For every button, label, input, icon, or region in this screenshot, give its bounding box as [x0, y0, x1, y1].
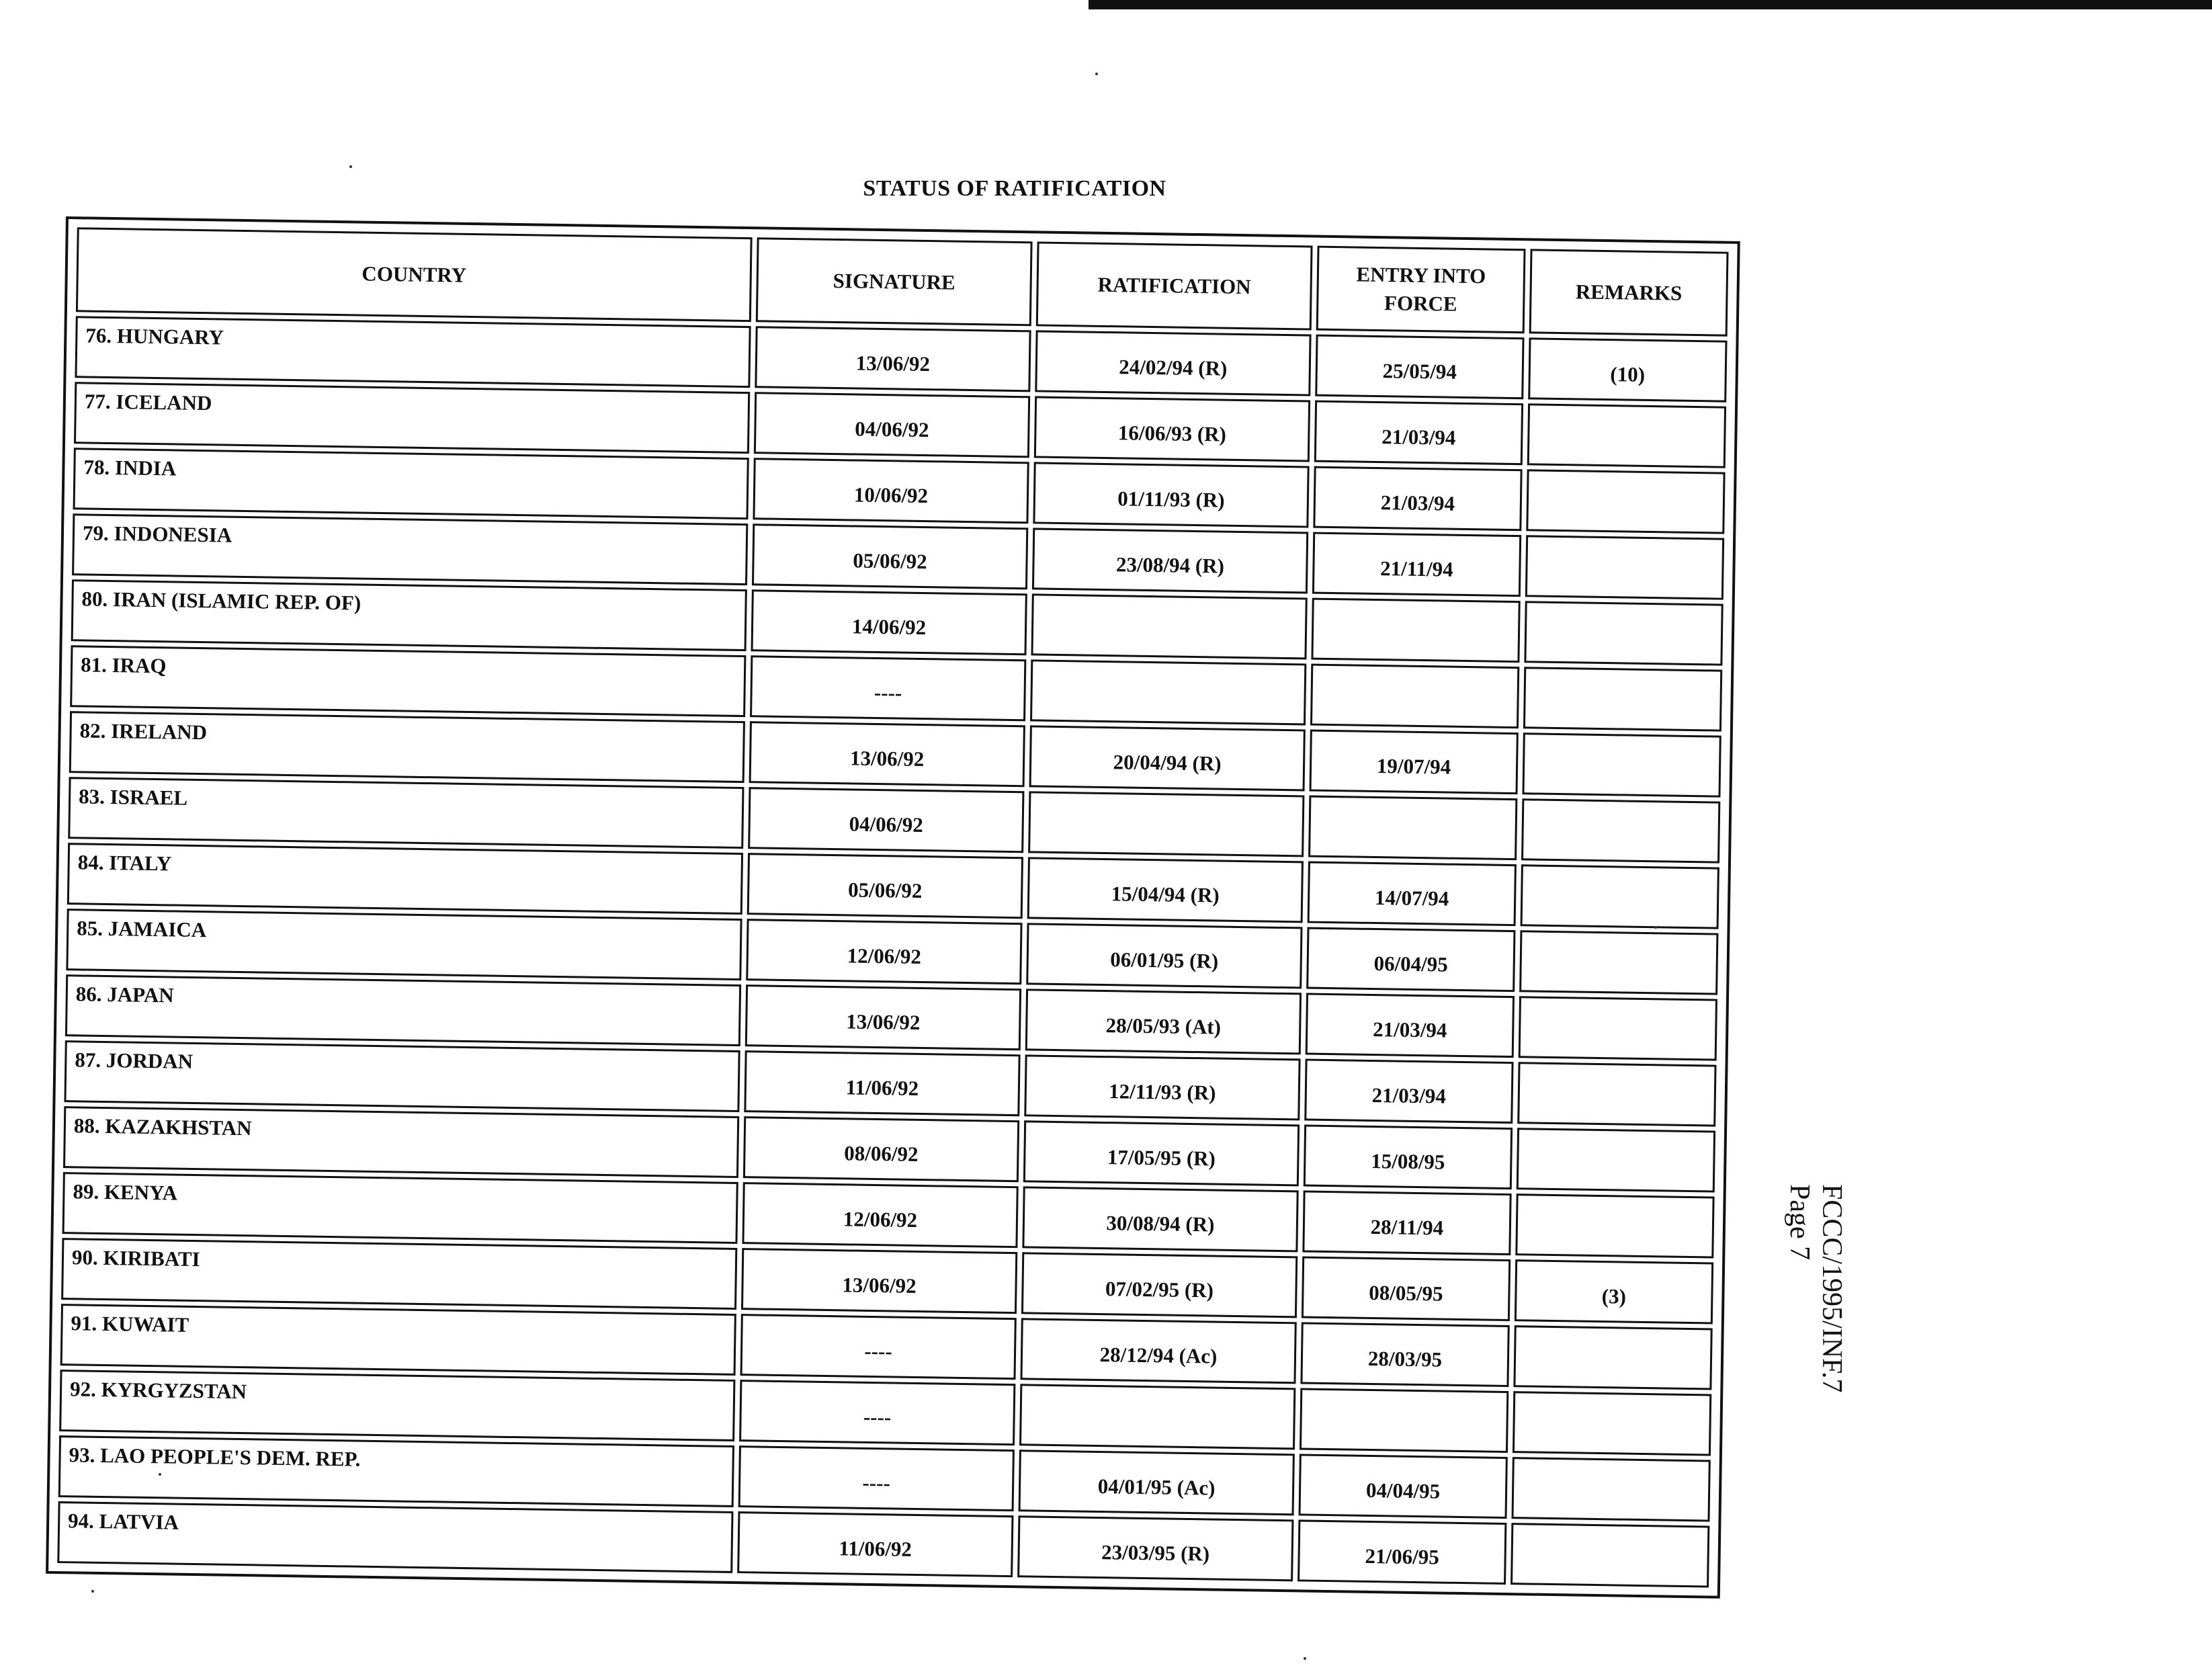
cell-ratification: 24/02/94 (R): [1035, 330, 1311, 396]
cell-ratification: [1028, 791, 1304, 857]
cell-signature: 04/06/92: [754, 392, 1030, 458]
cell-remarks: [1519, 996, 1717, 1060]
cell-country: 90. KIRIBATI: [61, 1238, 737, 1310]
document-reference: [1783, 1184, 1848, 1587]
cell-entry-into-force: 21/11/94: [1312, 532, 1521, 597]
column-header-remarks: REMARKS: [1529, 249, 1729, 336]
cell-ratification: 16/06/93 (R): [1034, 396, 1310, 462]
cell-signature: 11/06/92: [744, 1050, 1020, 1116]
cell-remarks: [1522, 732, 1721, 797]
cell-country: 83. ISRAEL: [68, 777, 744, 849]
cell-ratification: 30/08/94 (R): [1022, 1186, 1298, 1252]
cell-remarks: [1524, 601, 1723, 665]
cell-country: 80. IRAN (ISLAMIC REP. OF): [71, 579, 747, 651]
column-header-signature: SIGNATURE: [756, 237, 1033, 326]
cell-entry-into-force: [1311, 598, 1520, 663]
cell-entry-into-force: 28/11/94: [1302, 1190, 1511, 1255]
cell-entry-into-force: [1310, 664, 1519, 729]
scan-speck: [1654, 926, 1657, 929]
cell-country: 87. JORDAN: [64, 1040, 740, 1112]
cell-signature: 04/06/92: [748, 787, 1024, 853]
cell-country: 82. IRELAND: [69, 711, 745, 783]
page-title: STATUS OF RATIFICATION: [863, 176, 1166, 201]
cell-country: 86. JAPAN: [65, 974, 741, 1046]
cell-entry-into-force: 04/04/95: [1299, 1454, 1508, 1519]
column-header-country: COUNTRY: [76, 227, 753, 322]
ratification-table: [52, 223, 1733, 1591]
cell-remarks: [1517, 1128, 1715, 1192]
scan-speck: [349, 165, 352, 168]
cell-country: 79. INDONESIA: [72, 513, 748, 585]
column-header-ratification: RATIFICATION: [1036, 241, 1313, 330]
cell-ratification: 07/02/95 (R): [1021, 1252, 1298, 1318]
cell-remarks: [1511, 1523, 1709, 1587]
cell-signature: 13/06/92: [741, 1248, 1017, 1314]
cell-country: 89. KENYA: [62, 1172, 738, 1244]
cell-remarks: [1519, 930, 1718, 995]
cell-entry-into-force: 06/04/95: [1306, 927, 1515, 993]
cell-entry-into-force: 15/08/95: [1304, 1124, 1513, 1189]
cell-ratification: 01/11/93 (R): [1033, 462, 1309, 528]
cell-ratification: 04/01/95 (Ac): [1019, 1450, 1295, 1515]
scan-speck: [1304, 1657, 1306, 1660]
cell-remarks: [1513, 1391, 1711, 1456]
cell-signature: 08/06/92: [743, 1116, 1019, 1182]
cell-remarks: [1513, 1325, 1712, 1390]
column-header-entry-into-force: ENTRY INTO FORCE: [1316, 246, 1526, 334]
cell-signature: 13/06/92: [745, 984, 1021, 1050]
scan-speck: [1095, 73, 1098, 75]
cell-ratification: [1031, 593, 1307, 659]
cell-signature: 11/06/92: [737, 1511, 1013, 1577]
cell-remarks: (3): [1515, 1259, 1713, 1324]
cell-signature: 13/06/92: [749, 721, 1025, 787]
cell-signature: 14/06/92: [751, 589, 1027, 655]
cell-remarks: [1517, 1062, 1716, 1126]
cell-remarks: [1523, 667, 1722, 731]
page-number: Page 7: [1784, 1184, 1815, 1261]
cell-signature: 05/06/92: [752, 523, 1028, 589]
cell-country: 85. JAMAICA: [66, 909, 742, 980]
cell-signature: ----: [750, 655, 1026, 721]
cell-country: 76. HUNGARY: [75, 316, 751, 388]
document-symbol: FCCC/1995/INF.7: [1816, 1184, 1847, 1393]
cell-remarks: [1515, 1193, 1714, 1258]
cell-entry-into-force: [1300, 1388, 1508, 1453]
cell-country: 93. LAO PEOPLE'S DEM. REP.: [58, 1435, 734, 1507]
cell-ratification: [1030, 659, 1306, 725]
top-rule: [1089, 0, 2212, 9]
scan-speck: [159, 1473, 161, 1476]
cell-entry-into-force: 08/05/95: [1302, 1256, 1511, 1321]
cell-remarks: [1521, 864, 1719, 929]
cell-ratification: 17/05/95 (R): [1023, 1120, 1300, 1186]
cell-ratification: 15/04/94 (R): [1027, 857, 1304, 923]
cell-ratification: 23/08/94 (R): [1032, 528, 1308, 593]
cell-signature: 10/06/92: [753, 458, 1029, 523]
cell-remarks: [1526, 469, 1725, 534]
cell-country: 91. KUWAIT: [60, 1304, 736, 1376]
cell-ratification: 28/12/94 (Ac): [1020, 1318, 1296, 1384]
cell-country: 78. INDIA: [73, 448, 749, 519]
cell-entry-into-force: 14/07/94: [1308, 862, 1517, 927]
cell-ratification: [1019, 1384, 1295, 1450]
cell-signature: ----: [739, 1380, 1015, 1445]
cell-remarks: (10): [1528, 337, 1727, 402]
ratification-table-frame: [46, 216, 1740, 1599]
cell-country: 92. KYRGYZSTAN: [59, 1370, 735, 1441]
cell-ratification: 28/05/93 (At): [1025, 989, 1302, 1054]
cell-entry-into-force: 28/03/95: [1300, 1322, 1509, 1387]
cell-entry-into-force: 19/07/94: [1310, 730, 1519, 795]
cell-ratification: 12/11/93 (R): [1024, 1054, 1300, 1120]
cell-ratification: 23/03/95 (R): [1017, 1515, 1293, 1581]
scan-speck: [91, 1590, 94, 1593]
cell-ratification: 20/04/94 (R): [1029, 725, 1306, 791]
cell-ratification: 06/01/95 (R): [1026, 923, 1302, 989]
cell-entry-into-force: 21/03/94: [1306, 993, 1515, 1058]
cell-remarks: [1521, 798, 1720, 863]
cell-remarks: [1511, 1457, 1710, 1521]
cell-signature: 05/06/92: [747, 853, 1023, 919]
cell-signature: 12/06/92: [746, 919, 1022, 984]
cell-remarks: [1527, 403, 1726, 468]
cell-country: 84. ITALY: [67, 843, 743, 915]
cell-signature: 12/06/92: [742, 1182, 1018, 1248]
cell-remarks: [1525, 535, 1724, 599]
cell-entry-into-force: 25/05/94: [1315, 335, 1524, 400]
cell-country: 81. IRAQ: [70, 645, 746, 717]
cell-country: 88. KAZAKHSTAN: [63, 1106, 739, 1178]
cell-entry-into-force: 21/06/95: [1298, 1519, 1506, 1585]
cell-entry-into-force: 21/03/94: [1314, 401, 1523, 466]
cell-signature: 13/06/92: [755, 326, 1031, 392]
cell-country: 77. ICELAND: [74, 382, 750, 454]
cell-entry-into-force: 21/03/94: [1313, 466, 1522, 532]
cell-signature: ----: [738, 1445, 1015, 1511]
cell-signature: ----: [740, 1314, 1017, 1380]
cell-country: 94. LATVIA: [57, 1501, 733, 1573]
cell-entry-into-force: 21/03/94: [1304, 1059, 1513, 1124]
cell-entry-into-force: [1308, 796, 1517, 861]
table-body: [57, 316, 1727, 1587]
